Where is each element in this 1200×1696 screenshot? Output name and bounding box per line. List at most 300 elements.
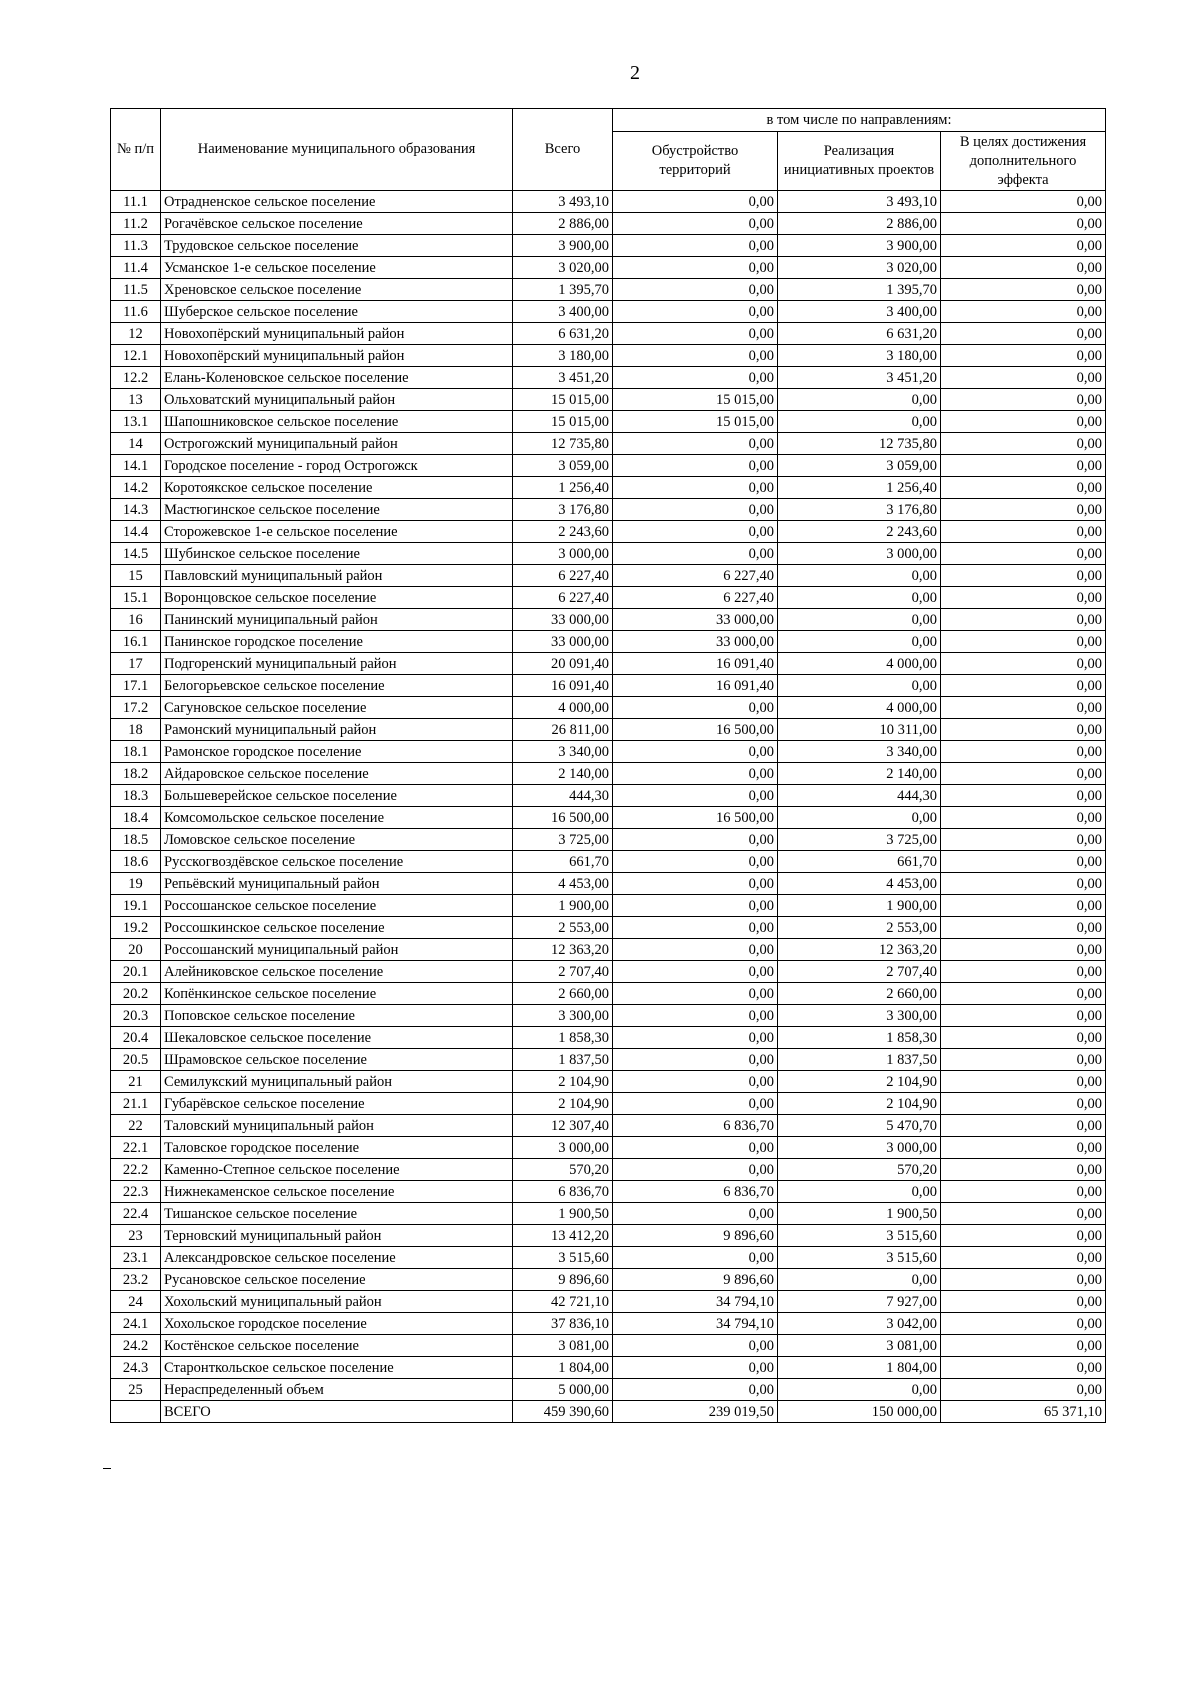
row-col-a: 0,00 (613, 1137, 778, 1159)
row-col-a: 0,00 (613, 213, 778, 235)
row-col-a: 0,00 (613, 785, 778, 807)
row-total: 1 900,50 (513, 1203, 613, 1225)
row-col-a: 0,00 (613, 301, 778, 323)
row-col-b: 0,00 (778, 631, 941, 653)
row-col-b: 0,00 (778, 609, 941, 631)
table-row (111, 1027, 1106, 1049)
row-name: Усманское 1-е сельское поселение (161, 257, 513, 279)
row-name: Александровское сельское поселение (161, 1247, 513, 1269)
row-total: 2 140,00 (513, 763, 613, 785)
row-col-c: 0,00 (941, 477, 1106, 499)
row-number: 22.3 (111, 1181, 161, 1203)
row-name: Тишанское сельское поселение (161, 1203, 513, 1225)
row-name: Отрадненское сельское поселение (161, 191, 513, 213)
row-col-c: 0,00 (941, 1247, 1106, 1269)
row-number: 22.1 (111, 1137, 161, 1159)
row-col-a: 0,00 (613, 741, 778, 763)
row-col-a: 0,00 (613, 697, 778, 719)
table-row (111, 1181, 1106, 1203)
row-col-a: 0,00 (613, 433, 778, 455)
row-number: 17.2 (111, 697, 161, 719)
row-col-a: 0,00 (613, 1335, 778, 1357)
row-col-a: 0,00 (613, 873, 778, 895)
row-col-c: 0,00 (941, 873, 1106, 895)
row-total: 459 390,60 (513, 1401, 613, 1423)
row-col-a: 34 794,10 (613, 1291, 778, 1313)
table-row (111, 213, 1106, 235)
row-col-b: 3 176,80 (778, 499, 941, 521)
row-number: 20.4 (111, 1027, 161, 1049)
row-col-c: 0,00 (941, 301, 1106, 323)
row-name: Острогожский муниципальный район (161, 433, 513, 455)
table-row (111, 873, 1106, 895)
row-name: Рамонский муниципальный район (161, 719, 513, 741)
row-total: 3 176,80 (513, 499, 613, 521)
table-row (111, 1203, 1106, 1225)
table-row (111, 1071, 1106, 1093)
row-col-a: 0,00 (613, 521, 778, 543)
row-col-a: 0,00 (613, 1071, 778, 1093)
row-number: 11.4 (111, 257, 161, 279)
row-name: Россошанский муниципальный район (161, 939, 513, 961)
row-col-b: 2 886,00 (778, 213, 941, 235)
row-name: Хреновское сельское поселение (161, 279, 513, 301)
row-number: 18.1 (111, 741, 161, 763)
row-col-a: 0,00 (613, 763, 778, 785)
row-name: Сагуновское сельское поселение (161, 697, 513, 719)
row-col-a: 15 015,00 (613, 411, 778, 433)
table-row (111, 455, 1106, 477)
row-col-b: 1 900,00 (778, 895, 941, 917)
row-col-c: 0,00 (941, 741, 1106, 763)
row-total: 33 000,00 (513, 631, 613, 653)
row-col-c: 0,00 (941, 1115, 1106, 1137)
row-col-c: 0,00 (941, 697, 1106, 719)
row-name: Панинский муниципальный район (161, 609, 513, 631)
row-number: 11.1 (111, 191, 161, 213)
row-col-c: 0,00 (941, 367, 1106, 389)
table-row (111, 741, 1106, 763)
row-name: Таловский муниципальный район (161, 1115, 513, 1137)
header-group: в том числе по направлениям: (613, 109, 1106, 132)
row-number: 11.6 (111, 301, 161, 323)
row-name: Губарёвское сельское поселение (161, 1093, 513, 1115)
row-name: Терновский муниципальный район (161, 1225, 513, 1247)
row-col-b: 0,00 (778, 389, 941, 411)
row-col-c: 0,00 (941, 631, 1106, 653)
row-number: 21.1 (111, 1093, 161, 1115)
row-total: 12 307,40 (513, 1115, 613, 1137)
row-number: 20.2 (111, 983, 161, 1005)
row-total: 3 180,00 (513, 345, 613, 367)
row-number: 20.3 (111, 1005, 161, 1027)
row-col-b: 1 837,50 (778, 1049, 941, 1071)
row-col-b: 4 453,00 (778, 873, 941, 895)
row-col-b: 0,00 (778, 675, 941, 697)
row-col-b: 10 311,00 (778, 719, 941, 741)
row-number (111, 1401, 161, 1423)
row-col-c: 0,00 (941, 917, 1106, 939)
row-total: 3 900,00 (513, 235, 613, 257)
row-total: 3 725,00 (513, 829, 613, 851)
row-col-a: 239 019,50 (613, 1401, 778, 1423)
row-col-b: 7 927,00 (778, 1291, 941, 1313)
row-total: 6 227,40 (513, 587, 613, 609)
margin-mark (103, 1468, 111, 1469)
row-col-b: 12 735,80 (778, 433, 941, 455)
row-col-c: 0,00 (941, 279, 1106, 301)
row-col-a: 15 015,00 (613, 389, 778, 411)
row-col-b: 3 451,20 (778, 367, 941, 389)
table-row (111, 609, 1106, 631)
row-number: 22 (111, 1115, 161, 1137)
row-total: 3 515,60 (513, 1247, 613, 1269)
table-row (111, 631, 1106, 653)
row-total: 6 836,70 (513, 1181, 613, 1203)
table-row (111, 1335, 1106, 1357)
row-col-a: 0,00 (613, 1005, 778, 1027)
row-col-b: 570,20 (778, 1159, 941, 1181)
row-col-b: 1 858,30 (778, 1027, 941, 1049)
row-total: 2 707,40 (513, 961, 613, 983)
row-name: Подгоренский муниципальный район (161, 653, 513, 675)
row-col-c: 0,00 (941, 1137, 1106, 1159)
row-col-c: 0,00 (941, 983, 1106, 1005)
row-name: Елань-Коленовское сельское поселение (161, 367, 513, 389)
table-row (111, 1115, 1106, 1137)
row-name: Таловское городское поселение (161, 1137, 513, 1159)
row-number: 13 (111, 389, 161, 411)
row-number: 23.1 (111, 1247, 161, 1269)
table-row (111, 939, 1106, 961)
row-col-b: 2 660,00 (778, 983, 941, 1005)
table-row (111, 235, 1106, 257)
row-number: 22.2 (111, 1159, 161, 1181)
row-col-c: 0,00 (941, 455, 1106, 477)
row-number: 18.2 (111, 763, 161, 785)
row-col-a: 0,00 (613, 1093, 778, 1115)
table-row (111, 345, 1106, 367)
row-col-c: 0,00 (941, 1159, 1106, 1181)
row-name: Воронцовское сельское поселение (161, 587, 513, 609)
row-name: Нижнекаменское сельское поселение (161, 1181, 513, 1203)
row-total: 2 886,00 (513, 213, 613, 235)
table-row (111, 565, 1106, 587)
row-total: 13 412,20 (513, 1225, 613, 1247)
row-col-c: 0,00 (941, 323, 1106, 345)
row-col-a: 16 500,00 (613, 807, 778, 829)
row-col-c: 0,00 (941, 1005, 1106, 1027)
allocation-table (110, 108, 1106, 1423)
row-name: Поповское сельское поселение (161, 1005, 513, 1027)
row-col-a: 0,00 (613, 1159, 778, 1181)
row-total: 26 811,00 (513, 719, 613, 741)
row-col-a: 16 091,40 (613, 653, 778, 675)
row-col-a: 33 000,00 (613, 609, 778, 631)
row-total: 1 837,50 (513, 1049, 613, 1071)
row-col-b: 150 000,00 (778, 1401, 941, 1423)
row-total: 42 721,10 (513, 1291, 613, 1313)
row-col-b: 3 340,00 (778, 741, 941, 763)
row-col-b: 5 470,70 (778, 1115, 941, 1137)
page-number: 2 (630, 62, 640, 84)
row-name: Шубинское сельское поселение (161, 543, 513, 565)
row-number: 23 (111, 1225, 161, 1247)
row-col-b: 1 256,40 (778, 477, 941, 499)
row-name: Большеверейское сельское поселение (161, 785, 513, 807)
row-total: 3 451,20 (513, 367, 613, 389)
row-total: 37 836,10 (513, 1313, 613, 1335)
table-row (111, 1225, 1106, 1247)
row-col-c: 0,00 (941, 961, 1106, 983)
row-col-b: 0,00 (778, 587, 941, 609)
row-col-c: 0,00 (941, 675, 1106, 697)
table-row (111, 895, 1106, 917)
row-col-b: 0,00 (778, 565, 941, 587)
row-total: 15 015,00 (513, 411, 613, 433)
row-total: 3 020,00 (513, 257, 613, 279)
row-name: Городское поселение - город Острогожск (161, 455, 513, 477)
row-number: 18.5 (111, 829, 161, 851)
table-row (111, 257, 1106, 279)
row-name: Сторожевское 1-е сельское поселение (161, 521, 513, 543)
row-col-c: 0,00 (941, 213, 1106, 235)
row-col-c: 0,00 (941, 1071, 1106, 1093)
row-col-b: 3 180,00 (778, 345, 941, 367)
row-col-a: 0,00 (613, 1203, 778, 1225)
row-number: 24.3 (111, 1357, 161, 1379)
row-number: 24.2 (111, 1335, 161, 1357)
row-col-c: 0,00 (941, 1269, 1106, 1291)
row-name: Россошкинское сельское поселение (161, 917, 513, 939)
row-name: Каменно-Степное сельское поселение (161, 1159, 513, 1181)
row-col-c: 0,00 (941, 763, 1106, 785)
row-total: 1 256,40 (513, 477, 613, 499)
row-number: 15.1 (111, 587, 161, 609)
row-col-b: 2 104,90 (778, 1071, 941, 1093)
row-col-b: 3 059,00 (778, 455, 941, 477)
table-row (111, 1049, 1106, 1071)
row-col-c: 0,00 (941, 543, 1106, 565)
row-name: Новохопёрский муниципальный район (161, 323, 513, 345)
table-row (111, 1357, 1106, 1379)
row-col-b: 4 000,00 (778, 697, 941, 719)
row-total: 1 900,00 (513, 895, 613, 917)
row-name: Шекаловское сельское поселение (161, 1027, 513, 1049)
row-total: 2 104,90 (513, 1093, 613, 1115)
row-name: Айдаровское сельское поселение (161, 763, 513, 785)
row-number: 14 (111, 433, 161, 455)
row-total: 16 500,00 (513, 807, 613, 829)
table-row (111, 917, 1106, 939)
row-name: Русскогвоздёвское сельское поселение (161, 851, 513, 873)
row-total: 3 300,00 (513, 1005, 613, 1027)
row-number: 17 (111, 653, 161, 675)
row-col-c: 0,00 (941, 653, 1106, 675)
table-row (111, 1401, 1106, 1423)
row-number: 21 (111, 1071, 161, 1093)
row-col-a: 0,00 (613, 477, 778, 499)
row-name: Панинское городское поселение (161, 631, 513, 653)
table-row (111, 1159, 1106, 1181)
row-col-b: 0,00 (778, 807, 941, 829)
row-total: 661,70 (513, 851, 613, 873)
row-name: Репьёвский муниципальный район (161, 873, 513, 895)
row-col-b: 3 725,00 (778, 829, 941, 851)
header-name: Наименование муниципального образования (161, 109, 513, 191)
row-col-c: 0,00 (941, 521, 1106, 543)
row-total: 12 363,20 (513, 939, 613, 961)
row-col-c: 0,00 (941, 433, 1106, 455)
row-col-b: 1 900,50 (778, 1203, 941, 1225)
row-col-a: 0,00 (613, 323, 778, 345)
table-row (111, 961, 1106, 983)
row-col-a: 0,00 (613, 543, 778, 565)
row-total: 2 660,00 (513, 983, 613, 1005)
row-col-c: 0,00 (941, 1335, 1106, 1357)
row-number: 11.5 (111, 279, 161, 301)
row-number: 19.1 (111, 895, 161, 917)
row-number: 15 (111, 565, 161, 587)
row-total: 6 631,20 (513, 323, 613, 345)
row-col-a: 0,00 (613, 235, 778, 257)
row-total: 15 015,00 (513, 389, 613, 411)
table-row (111, 411, 1106, 433)
row-name: Россошанское сельское поселение (161, 895, 513, 917)
header-total: Всего (513, 109, 613, 191)
table-row (111, 653, 1106, 675)
row-col-c: 0,00 (941, 1093, 1106, 1115)
row-col-b: 1 395,70 (778, 279, 941, 301)
row-name: Старонткольское сельское поселение (161, 1357, 513, 1379)
row-col-c: 0,00 (941, 587, 1106, 609)
row-col-b: 444,30 (778, 785, 941, 807)
table-row (111, 1313, 1106, 1335)
table-row (111, 763, 1106, 785)
row-col-b: 1 804,00 (778, 1357, 941, 1379)
row-total: 5 000,00 (513, 1379, 613, 1401)
row-total: 20 091,40 (513, 653, 613, 675)
row-col-a: 0,00 (613, 829, 778, 851)
row-col-b: 661,70 (778, 851, 941, 873)
row-col-a: 0,00 (613, 917, 778, 939)
row-name: Семилукский муниципальный район (161, 1071, 513, 1093)
header-col-b: Реализация инициативных проектов (778, 132, 941, 191)
row-col-b: 2 707,40 (778, 961, 941, 983)
row-total: 2 243,60 (513, 521, 613, 543)
row-number: 11.2 (111, 213, 161, 235)
row-col-c: 0,00 (941, 345, 1106, 367)
row-total: 3 000,00 (513, 1137, 613, 1159)
table-row (111, 719, 1106, 741)
row-number: 14.4 (111, 521, 161, 543)
row-number: 24 (111, 1291, 161, 1313)
row-col-a: 0,00 (613, 455, 778, 477)
row-col-a: 0,00 (613, 1049, 778, 1071)
row-col-a: 0,00 (613, 983, 778, 1005)
row-col-b: 3 515,60 (778, 1247, 941, 1269)
row-col-b: 3 900,00 (778, 235, 941, 257)
row-col-b: 3 400,00 (778, 301, 941, 323)
row-number: 18.6 (111, 851, 161, 873)
row-col-a: 0,00 (613, 279, 778, 301)
row-number: 14.3 (111, 499, 161, 521)
row-number: 12.1 (111, 345, 161, 367)
row-number: 20.5 (111, 1049, 161, 1071)
row-col-b: 3 020,00 (778, 257, 941, 279)
table-row (111, 521, 1106, 543)
row-total: 1 858,30 (513, 1027, 613, 1049)
table-row (111, 367, 1106, 389)
row-col-a: 6 836,70 (613, 1115, 778, 1137)
row-col-a: 0,00 (613, 895, 778, 917)
row-name: Копёнкинское сельское поселение (161, 983, 513, 1005)
row-col-b: 3 000,00 (778, 543, 941, 565)
row-col-a: 9 896,60 (613, 1269, 778, 1291)
row-number: 18 (111, 719, 161, 741)
row-total: 6 227,40 (513, 565, 613, 587)
table-row (111, 1247, 1106, 1269)
row-col-b: 0,00 (778, 411, 941, 433)
row-col-c: 0,00 (941, 1181, 1106, 1203)
row-col-a: 0,00 (613, 851, 778, 873)
row-number: 12.2 (111, 367, 161, 389)
table-row (111, 697, 1106, 719)
row-total: 12 735,80 (513, 433, 613, 455)
row-number: 24.1 (111, 1313, 161, 1335)
row-col-a: 0,00 (613, 939, 778, 961)
row-total: 3 000,00 (513, 543, 613, 565)
row-col-a: 0,00 (613, 257, 778, 279)
row-col-a: 16 091,40 (613, 675, 778, 697)
row-number: 14.1 (111, 455, 161, 477)
row-col-c: 0,00 (941, 895, 1106, 917)
row-col-c: 0,00 (941, 1379, 1106, 1401)
row-number: 18.3 (111, 785, 161, 807)
row-col-c: 0,00 (941, 1357, 1106, 1379)
row-total: 9 896,60 (513, 1269, 613, 1291)
row-number: 16.1 (111, 631, 161, 653)
row-number: 16 (111, 609, 161, 631)
row-col-c: 0,00 (941, 235, 1106, 257)
row-col-c: 0,00 (941, 389, 1106, 411)
table-body (111, 191, 1106, 1423)
row-name: Рогачёвское сельское поселение (161, 213, 513, 235)
table-row (111, 587, 1106, 609)
row-col-b: 0,00 (778, 1181, 941, 1203)
row-col-b: 2 553,00 (778, 917, 941, 939)
row-col-a: 0,00 (613, 367, 778, 389)
row-col-b: 4 000,00 (778, 653, 941, 675)
table-row (111, 1137, 1106, 1159)
row-col-a: 0,00 (613, 1027, 778, 1049)
row-col-b: 3 081,00 (778, 1335, 941, 1357)
row-total: 3 059,00 (513, 455, 613, 477)
table-row (111, 675, 1106, 697)
table-row (111, 1093, 1106, 1115)
row-col-c: 0,00 (941, 609, 1106, 631)
row-name: Рамонское городское поселение (161, 741, 513, 763)
row-name: Алейниковское сельское поселение (161, 961, 513, 983)
row-name: Нераспределенный объем (161, 1379, 513, 1401)
table-row (111, 543, 1106, 565)
row-col-c: 0,00 (941, 785, 1106, 807)
row-col-a: 6 836,70 (613, 1181, 778, 1203)
table-row (111, 499, 1106, 521)
row-col-c: 0,00 (941, 851, 1106, 873)
row-total: 3 340,00 (513, 741, 613, 763)
row-col-a: 33 000,00 (613, 631, 778, 653)
